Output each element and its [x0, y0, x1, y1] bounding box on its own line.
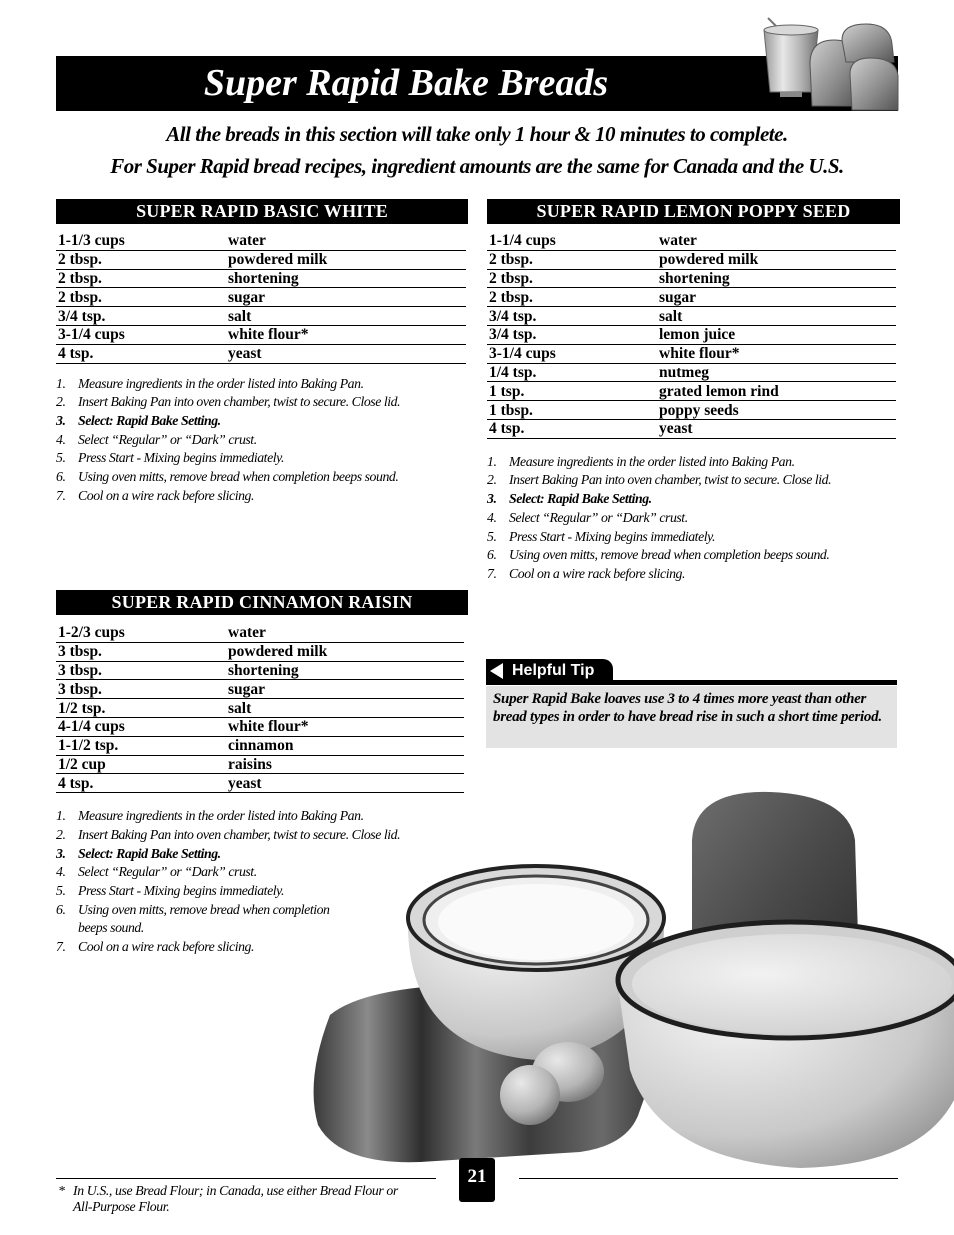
ingredient-name: shortening — [226, 269, 466, 288]
list-item: 1. Measure ingredients in the order listed into Baking Pan. — [56, 375, 468, 394]
ingredient-amount: 3 tbsp. — [56, 642, 226, 661]
ingredient-amount: 1-1/2 tsp. — [56, 736, 226, 755]
ingredient-amount: 2 tbsp. — [56, 288, 226, 307]
list-item: 3. Select: Rapid Bake Setting. — [56, 845, 468, 864]
footer-rule-right — [519, 1178, 898, 1179]
table-row — [56, 661, 464, 680]
table-row — [487, 232, 896, 250]
ingredient-name: yeast — [226, 774, 464, 793]
table-row — [56, 642, 464, 661]
table-row — [56, 680, 464, 699]
helpful-tip-label: Helpful Tip — [512, 662, 595, 679]
list-item: 2. Insert Baking Pan into oven chamber, twist to secure. Close lid. — [56, 393, 468, 412]
ingredient-amount: 1/2 tsp. — [56, 699, 226, 718]
recipe-basic-white — [56, 199, 468, 506]
ingredient-name: sugar — [226, 680, 464, 699]
list-item: 7. Cool on a wire rack before slicing. — [56, 487, 468, 506]
table-row — [56, 699, 464, 718]
table-row — [487, 363, 896, 382]
table-row — [56, 232, 466, 250]
ingredient-amount: 1/2 cup — [56, 755, 226, 774]
ingredient-name: powdered milk — [226, 250, 466, 269]
table-row — [56, 250, 466, 269]
bread-pan-illustration — [758, 14, 900, 112]
ingredient-amount: 1 tsp. — [487, 382, 657, 401]
table-row — [487, 382, 896, 401]
list-item: 4. Select “Regular” or “Dark” crust. — [56, 431, 468, 450]
ingredient-amount: 4 tsp. — [56, 774, 226, 793]
ingredient-name: yeast — [657, 419, 896, 438]
ingredient-name: powdered milk — [657, 250, 896, 269]
list-item: 2. Insert Baking Pan into oven chamber, twist to secure. Close lid. — [56, 826, 468, 845]
table-row — [487, 269, 896, 288]
ingredient-name: sugar — [657, 288, 896, 307]
table-row — [487, 288, 896, 307]
table-row — [487, 307, 896, 326]
table-row — [56, 269, 466, 288]
ingredient-table — [56, 232, 466, 364]
ingredient-amount: 3 tbsp. — [56, 661, 226, 680]
ingredient-name: poppy seeds — [657, 401, 896, 420]
table-row — [56, 755, 464, 774]
ingredient-name: white flour* — [657, 344, 896, 363]
step-text: Press Start - Mixing begins immediately. — [509, 528, 716, 544]
list-item: 4. Select “Regular” or “Dark” crust. — [487, 509, 900, 528]
table-row — [56, 307, 466, 326]
ingredient-name: salt — [226, 307, 466, 326]
ingredient-amount: 2 tbsp. — [487, 269, 657, 288]
ingredient-amount: 1-1/4 cups — [487, 232, 657, 250]
ingredient-amount: 1/4 tsp. — [487, 363, 657, 382]
step-text: Select “Regular” or “Dark” crust. — [78, 864, 257, 880]
list-item: 1. Measure ingredients in the order listed into Baking Pan. — [487, 453, 900, 472]
step-text: Using oven mitts, remove bread when completion beeps sound. — [78, 469, 399, 485]
table-row — [56, 288, 466, 307]
footnote-mark: * — [58, 1183, 65, 1198]
footnote-line-2: All-Purpose Flour. — [73, 1199, 170, 1214]
step-text: Measure ingredients in the order listed into Baking Pan. — [509, 453, 795, 469]
table-row — [56, 344, 466, 363]
table-row — [56, 624, 464, 642]
ingredient-name: shortening — [226, 661, 464, 680]
ingredient-amount: 3 tbsp. — [56, 680, 226, 699]
ingredient-amount: 3-1/4 cups — [487, 344, 657, 363]
instruction-list — [56, 375, 468, 506]
step-text: Cool on a wire rack before slicing. — [78, 939, 254, 955]
ingredient-name: salt — [657, 307, 896, 326]
step-text: Measure ingredients in the order listed into Baking Pan. — [78, 808, 364, 824]
ingredient-amount: 4 tsp. — [487, 419, 657, 438]
step-text: Insert Baking Pan into oven chamber, twist to secure. Close lid. — [509, 472, 832, 488]
list-item: 7. Cool on a wire rack before slicing. — [56, 938, 468, 957]
table-row — [487, 250, 896, 269]
step-text: Press Start - Mixing begins immediately. — [78, 450, 285, 466]
table-row — [56, 325, 466, 344]
table-row — [487, 419, 896, 438]
ingredient-amount: 3-1/4 cups — [56, 325, 226, 344]
step-text: Select: Rapid Bake Setting. — [509, 491, 652, 507]
list-item: 3. Select: Rapid Bake Setting. — [56, 412, 468, 431]
recipe-title: SUPER RAPID LEMON POPPY SEED — [487, 199, 900, 224]
ingredient-name: salt — [226, 699, 464, 718]
ingredient-amount: 2 tbsp. — [487, 250, 657, 269]
ingredient-name: powdered milk — [226, 642, 464, 661]
ingredient-amount: 4 tsp. — [56, 344, 226, 363]
ingredient-name: yeast — [226, 344, 466, 363]
step-text: Insert Baking Pan into oven chamber, twist to secure. Close lid. — [78, 394, 401, 410]
ingredient-amount: 1-1/3 cups — [56, 232, 226, 250]
step-text: Select “Regular” or “Dark” crust. — [509, 509, 688, 525]
step-text: Select: Rapid Bake Setting. — [78, 412, 221, 428]
ingredient-name: cinnamon — [226, 736, 464, 755]
footnote — [58, 1183, 438, 1215]
list-item: 5. Press Start - Mixing begins immediately. — [56, 882, 468, 901]
ingredient-name: water — [226, 624, 464, 642]
step-text: Cool on a wire rack before slicing. — [509, 565, 685, 581]
step-text: Select “Regular” or “Dark” crust. — [78, 431, 257, 447]
table-row — [487, 401, 896, 420]
ingredient-name: nutmeg — [657, 363, 896, 382]
step-text: beeps sound. — [78, 920, 144, 936]
table-row — [56, 736, 464, 755]
list-item: 5. Press Start - Mixing begins immediately. — [487, 528, 900, 547]
step-text: Select: Rapid Bake Setting. — [78, 845, 221, 861]
recipe-title: SUPER RAPID BASIC WHITE — [56, 199, 468, 224]
table-row — [56, 717, 464, 736]
ingredient-amount: 3/4 tsp. — [487, 307, 657, 326]
ingredient-amount: 1-2/3 cups — [56, 624, 226, 642]
ingredient-table — [56, 624, 464, 793]
helpful-tip-text: Super Rapid Bake loaves use 3 to 4 times more yeast than other bread types in order to have bread rise in such a short time period. — [493, 691, 882, 725]
list-item: 6. Using oven mitts, remove bread when completion — [56, 901, 468, 920]
triangle-left-icon — [490, 663, 504, 679]
list-item: 4. Select “Regular” or “Dark” crust. — [56, 863, 468, 882]
ingredient-name: lemon juice — [657, 325, 896, 344]
list-item: 6. Using oven mitts, remove bread when completion beeps sound. — [487, 546, 900, 565]
list-item: 1. Measure ingredients in the order listed into Baking Pan. — [56, 807, 468, 826]
step-text: Using oven mitts, remove bread when completion beeps sound. — [509, 547, 830, 563]
instruction-list — [487, 453, 900, 584]
page-number: 21 — [459, 1158, 495, 1202]
ingredient-name: white flour* — [226, 717, 464, 736]
ingredient-name: raisins — [226, 755, 464, 774]
table-row — [487, 325, 896, 344]
ingredient-name: shortening — [657, 269, 896, 288]
step-text: Measure ingredients in the order listed into Baking Pan. — [78, 375, 364, 391]
ingredient-name: water — [657, 232, 896, 250]
table-row — [487, 344, 896, 363]
list-item: 7. Cool on a wire rack before slicing. — [487, 565, 900, 584]
list-item: 6. Using oven mitts, remove bread when completion beeps sound. — [56, 468, 468, 487]
recipe-title: SUPER RAPID CINNAMON RAISIN — [56, 590, 468, 615]
ingredient-name: grated lemon rind — [657, 382, 896, 401]
ingredient-table — [487, 232, 896, 439]
ingredient-amount: 1 tbsp. — [487, 401, 657, 420]
step-text: Using oven mitts, remove bread when completion — [78, 901, 330, 917]
step-text: Insert Baking Pan into oven chamber, twist to secure. Close lid. — [78, 826, 401, 842]
intro-line-2: For Super Rapid bread recipes, ingredient amounts are the same for Canada and the U.S. — [110, 154, 844, 178]
intro-line-1: All the breads in this section will take only 1 hour & 10 minutes to complete. — [166, 122, 788, 146]
ingredient-amount: 2 tbsp. — [56, 250, 226, 269]
footnote-line-1: In U.S., use Bread Flour; in Canada, use either Bread Flour or — [73, 1183, 398, 1198]
ingredient-name: white flour* — [226, 325, 466, 344]
bowls-bread-photo — [300, 780, 954, 1175]
list-item: 3. Select: Rapid Bake Setting. — [487, 490, 900, 509]
step-text: Press Start - Mixing begins immediately. — [78, 882, 285, 898]
footer-rule-left — [56, 1178, 436, 1179]
list-item: 2. Insert Baking Pan into oven chamber, twist to secure. Close lid. — [487, 471, 900, 490]
ingredient-amount: 3/4 tsp. — [56, 307, 226, 326]
step-text: Cool on a wire rack before slicing. — [78, 487, 254, 503]
ingredient-amount: 2 tbsp. — [487, 288, 657, 307]
ingredient-name: water — [226, 232, 466, 250]
page-title: Super Rapid Bake Breads — [203, 62, 609, 104]
ingredient-name: sugar — [226, 288, 466, 307]
ingredient-amount: 4-1/4 cups — [56, 717, 226, 736]
recipe-lemon-poppy-seed — [487, 199, 900, 584]
ingredient-amount: 2 tbsp. — [56, 269, 226, 288]
list-item: 5. Press Start - Mixing begins immediately. — [56, 449, 468, 468]
ingredient-amount: 3/4 tsp. — [487, 325, 657, 344]
